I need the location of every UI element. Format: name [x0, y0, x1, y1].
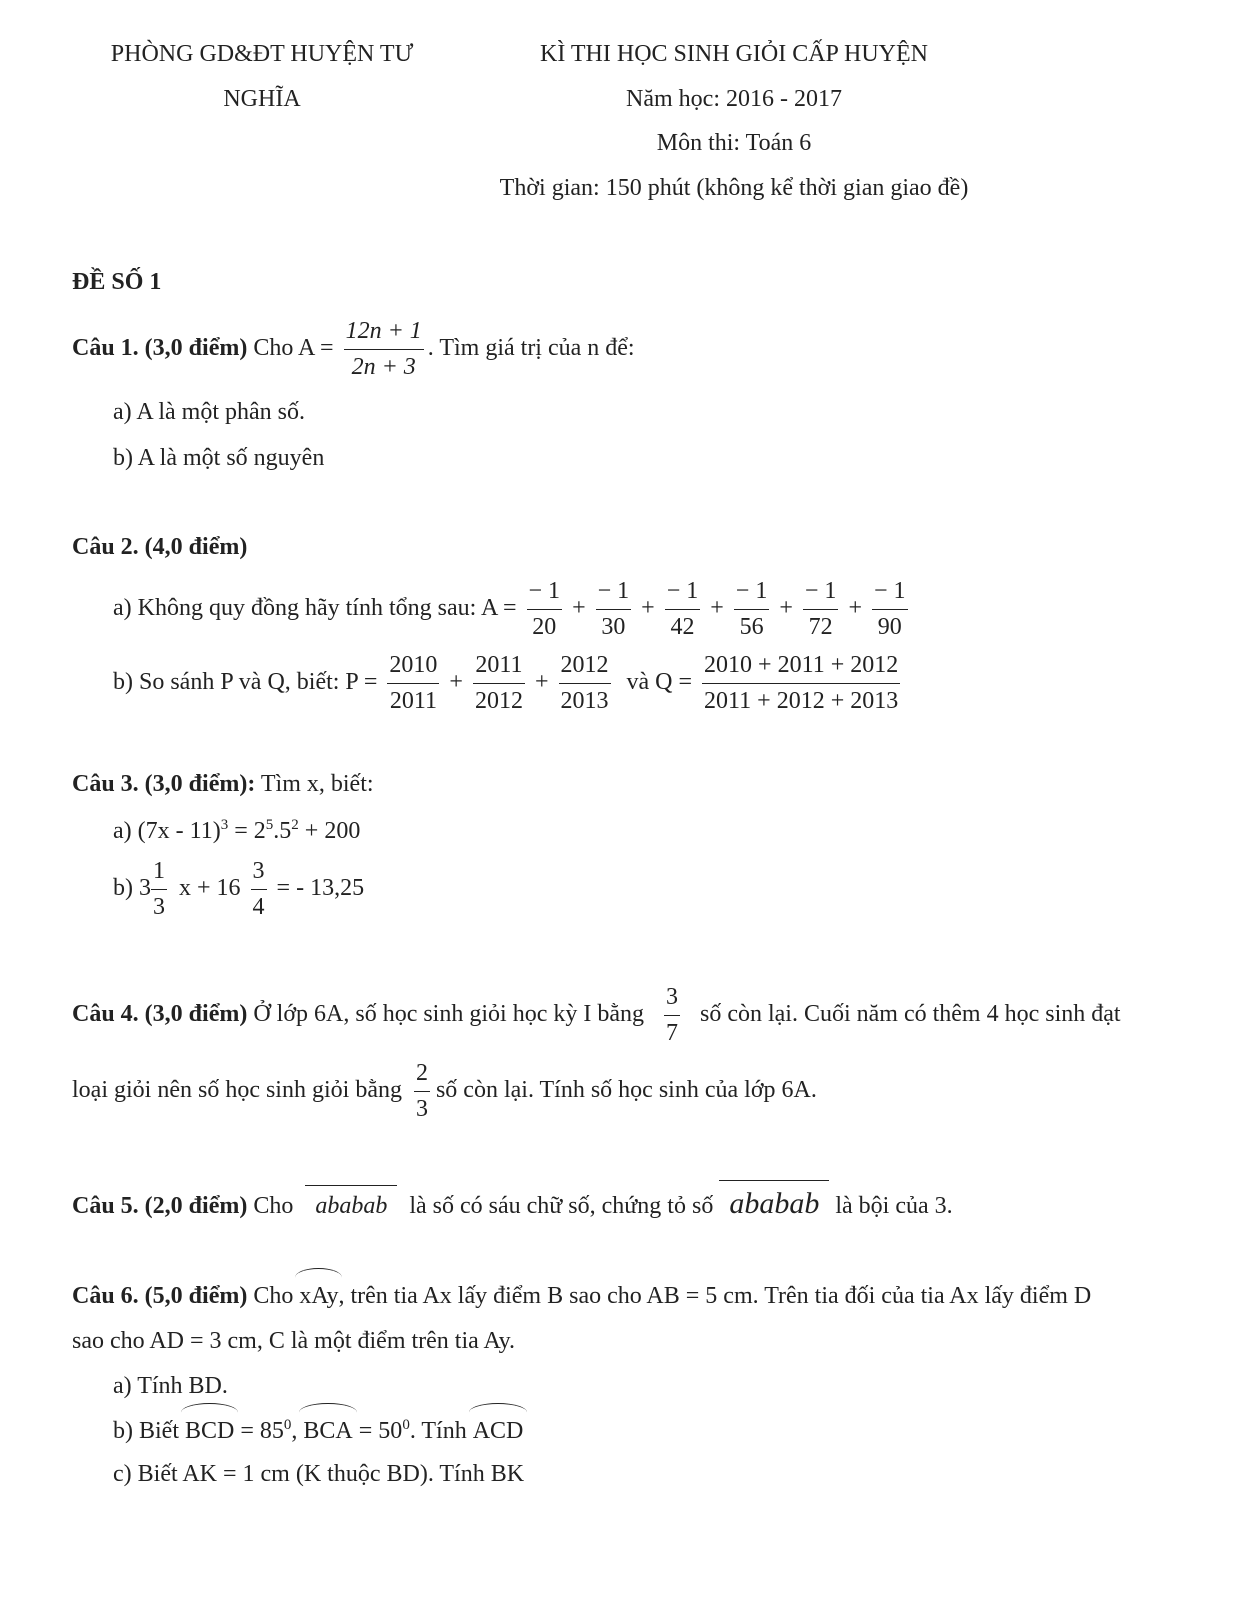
- question-4-line1: Câu 4. (3,0 điểm) Ở lớp 6A, số học sinh giỏi học kỳ I bằng $\frac{3}{7}$ số còn lại. Cuối năm có thêm 4 học sinh đạt: [72, 984, 1121, 1046]
- department-name-line2: NGHĨA: [223, 86, 301, 112]
- question-1-part-a: a) A là một phân số.: [113, 399, 305, 425]
- q-fraction: $\frac{2010 + 2011 + 2012}{2011 + 2012 + 2013}$: [704, 652, 899, 714]
- question-3-label: Câu 3. (3,0 điểm):: [72, 771, 256, 797]
- angle-acd: ACD: [472, 1418, 524, 1444]
- question-4-label: Câu 4. (3,0 điểm): [72, 1001, 248, 1028]
- question-5-label: Câu 5. (2,0 điểm): [72, 1193, 248, 1219]
- question-6-part-c: c) Biết AK = 1 cm (K thuộc BD). Tính BK: [113, 1461, 525, 1487]
- number-overline-large: ababab: [719, 1180, 829, 1219]
- plus-sign: +: [443, 669, 469, 696]
- subject: Môn thi: Toán 6: [656, 130, 812, 156]
- question-6-line1: Câu 6. (5,0 điểm) Cho xAy, trên tia Ax lấy điểm B sao cho AB = 5 cm. Trên tia đối của tia Ax lấy điểm D: [72, 1283, 1092, 1309]
- fraction-term: $\frac{- 1}{72}$: [804, 578, 837, 640]
- plus-sign: +: [842, 595, 868, 622]
- question-6-part-a: a) Tính BD.: [113, 1373, 228, 1399]
- plus-sign: +: [773, 595, 799, 622]
- question-2-part-a: a) Không quy đồng hãy tính tổng sau: A = $\frac{- 1}{20}$ + $\frac{- 1}{30}$ + $\frac{- 1}{42}$ + $\frac{- 1}{56}$ + $\frac{- 1}{72}$ + $\frac{- 1}{90}$: [113, 578, 912, 641]
- fraction-term: $\frac{- 1}{30}$: [597, 578, 630, 640]
- question-3: Câu 3. (3,0 điểm): Tìm x, biết:: [72, 771, 374, 797]
- duration: Thời gian: 150 phút (không kể thời gian giao đề): [499, 175, 969, 201]
- exam-name: KÌ THI HỌC SINH GIỎI CẤP HUYỆN: [540, 41, 928, 67]
- school-year: Năm học: 2016 - 2017: [626, 86, 842, 112]
- question-3-part-b: b) 3 $\frac{1}{3}$ x + 16 $\frac{3}{4}$ = - 13,25: [113, 858, 365, 920]
- question-6-part-b: b) Biết BCD = $85^0$, BCA = $50^0$. Tính ACD: [113, 1417, 524, 1444]
- angle-bca: BCA: [303, 1418, 353, 1444]
- question-5: Câu 5. (2,0 điểm) Cho ababab là số có sáu chữ số, chứng tỏ số ababab là bội của 3.: [72, 1180, 953, 1219]
- question-2-label: Câu 2. (4,0 điểm): [72, 534, 248, 560]
- p-fractions: [383, 652, 614, 714]
- fraction-term: $\frac{2010}{2011}$: [389, 652, 438, 714]
- fraction-term: $\frac{- 1}{42}$: [666, 578, 699, 640]
- fraction-a: $\frac{12n + 1}{2n + 3}$: [345, 318, 422, 380]
- question-1-part-b: b) A là một số nguyên: [113, 445, 325, 471]
- angle-bcd: BCD: [185, 1418, 235, 1444]
- plus-sign: +: [704, 595, 730, 622]
- fraction-term: $\frac{- 1}{90}$: [873, 578, 906, 640]
- question-2-part-b: b) So sánh P và Q, biết: P = $\frac{2010}{2011}$ + $\frac{2011}{2012}$ + $\frac{2012}{2013}$ và Q = $\frac{2010 + 2011 + 2012}{2011 + 2012 + 2013}$: [113, 652, 899, 714]
- department-name-line1: PHÒNG GD&ĐT HUYỆN TƯ: [110, 41, 414, 67]
- angle-xay: xAy: [299, 1283, 339, 1309]
- question-6-label: Câu 6. (5,0 điểm): [72, 1283, 248, 1309]
- fraction-term: $\frac{- 1}{20}$: [528, 578, 561, 640]
- sum-fractions: [523, 578, 912, 640]
- plus-sign: +: [566, 595, 592, 622]
- fraction-term: $\frac{2012}{2013}$: [560, 652, 609, 714]
- plus-sign: +: [528, 669, 555, 696]
- fraction-term: $\frac{- 1}{56}$: [735, 578, 768, 640]
- exam-title: ĐỀ SỐ 1: [72, 269, 162, 295]
- question-3-part-a: a) $(7x - 11)^3 = 2^5.5^2 + 200$: [113, 817, 361, 844]
- question-6-line2: sao cho AD = 3 cm, C là một điểm trên tia Ay.: [72, 1328, 516, 1354]
- question-4-line2: loại giỏi nên số học sinh giỏi bằng $\frac{2}{3}$ số còn lại. Tính số học sinh của lớp 6A.: [72, 1060, 817, 1122]
- question-1: Câu 1. (3,0 điểm) Cho A = $\frac{12n + 1}{2n + 3}$ . Tìm giá trị của n để:: [72, 318, 635, 380]
- question-1-label: Câu 1. (3,0 điểm): [72, 335, 248, 362]
- plus-sign: +: [635, 595, 661, 622]
- number-overline: ababab: [305, 1185, 397, 1218]
- fraction-term: $\frac{2011}{2012}$: [474, 652, 523, 714]
